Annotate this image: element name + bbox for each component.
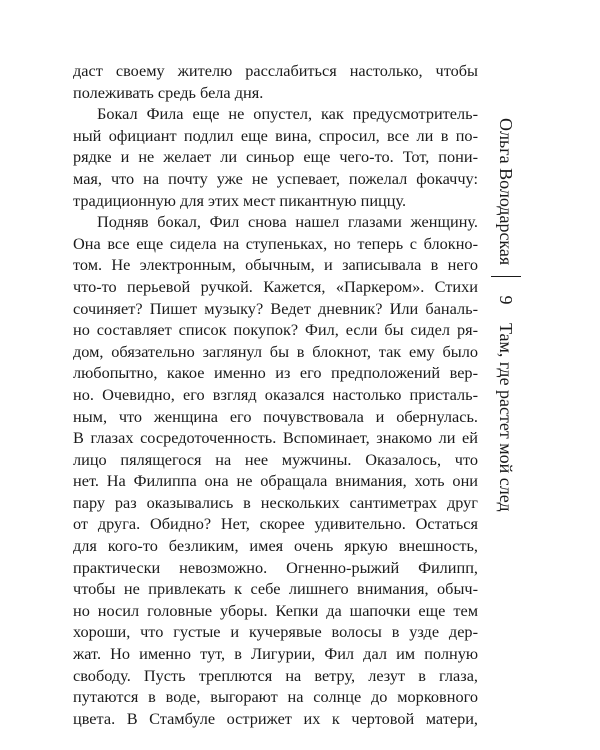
body-text — [73, 60, 478, 729]
book-title: Там, где растет мой след — [496, 323, 517, 512]
page-number: 9 — [496, 295, 517, 305]
text-line: что-то перьевой ручкой. Кажется, «Паркером». Стихи — [73, 276, 478, 296]
text-line: рядке и не желает ли синьор еще чего-то. Тот, пони- — [73, 147, 478, 167]
text-line: но. Очевидно, его взгляд оказался настолько присталь- — [73, 384, 478, 404]
text-line: но составляет список покупок? Фил, если бы сидел ря- — [73, 320, 478, 340]
text-line: чтобы не привлекать к себе лишнего внимания, обыч- — [73, 579, 478, 599]
text-line: любопытно, какое именно из его предположений вер- — [73, 363, 478, 383]
text-line: традиционную для этих мест пикантную пиццу. — [73, 190, 407, 210]
text-line: жат. Но именно тут, в Лигурии, Фил дал им полную — [73, 644, 478, 664]
text-line: цвета. В Стамбуле острижет их к чертовой матери, — [73, 708, 478, 728]
text-line: Подняв бокал, Фил снова нашел глазами женщину. — [97, 212, 478, 232]
text-line: свободу. Пусть треплются на ветру, лезут в глаза, — [73, 665, 478, 685]
text-line: том. Не электронным, обычным, и записывала в него — [73, 255, 478, 275]
text-line: путаются в воде, выгорают на солнце до морковного — [73, 687, 478, 707]
text-line: мая, что на почту уже не успевает, пожелал фокаччу: — [73, 168, 478, 188]
text-line: даст своему жителю расслабиться настолько, чтобы — [73, 61, 478, 80]
text-line: В глазах сосредоточенность. Вспоминает, знакомо ли ей — [73, 428, 478, 448]
text-line: нет. На Филиппа она не обращала внимания, хоть они — [73, 471, 478, 491]
text-line: практически невозможно. Огненно-рыжий Филипп, — [73, 557, 478, 577]
text-line: Бокал Фила еще не опустел, как предусмотритель- — [97, 104, 478, 124]
text-line: но носил головные уборы. Кепки да шапочки еще тем — [73, 600, 478, 620]
author-name: Ольга Володарская — [496, 118, 517, 266]
text-line: ным, что женщина его почувствовала и обернулась. — [73, 406, 478, 426]
text-line: хороши, что густые и кучерявые волосы в узде дер- — [73, 622, 478, 642]
text-line: от друга. Обидно? Нет, скорее удивительно. Остаться — [73, 514, 478, 534]
text-line: ный официант подлил еще вина, спросил, все ли в по- — [73, 125, 478, 145]
header-divider — [491, 276, 521, 277]
text-line: дом, обязательно заглянул бы в блокнот, так ему было — [73, 341, 478, 361]
text-line: сочиняет? Пишет музыку? Ведет дневник? Или баналь- — [73, 298, 478, 318]
text-line: пару раз оказывались в нескольких сантиметрах друг — [73, 492, 478, 512]
running-header — [488, 118, 524, 588]
text-line: Она все еще сидела на ступеньках, но теперь с блокно- — [73, 233, 478, 253]
text-line: для кого-то безликим, имея очень яркую внешность, — [73, 536, 478, 556]
text-line: лицо пялящегося на нее мужчины. Оказалось, что — [73, 449, 478, 469]
text-line: полеживать средь бела дня. — [73, 82, 264, 102]
